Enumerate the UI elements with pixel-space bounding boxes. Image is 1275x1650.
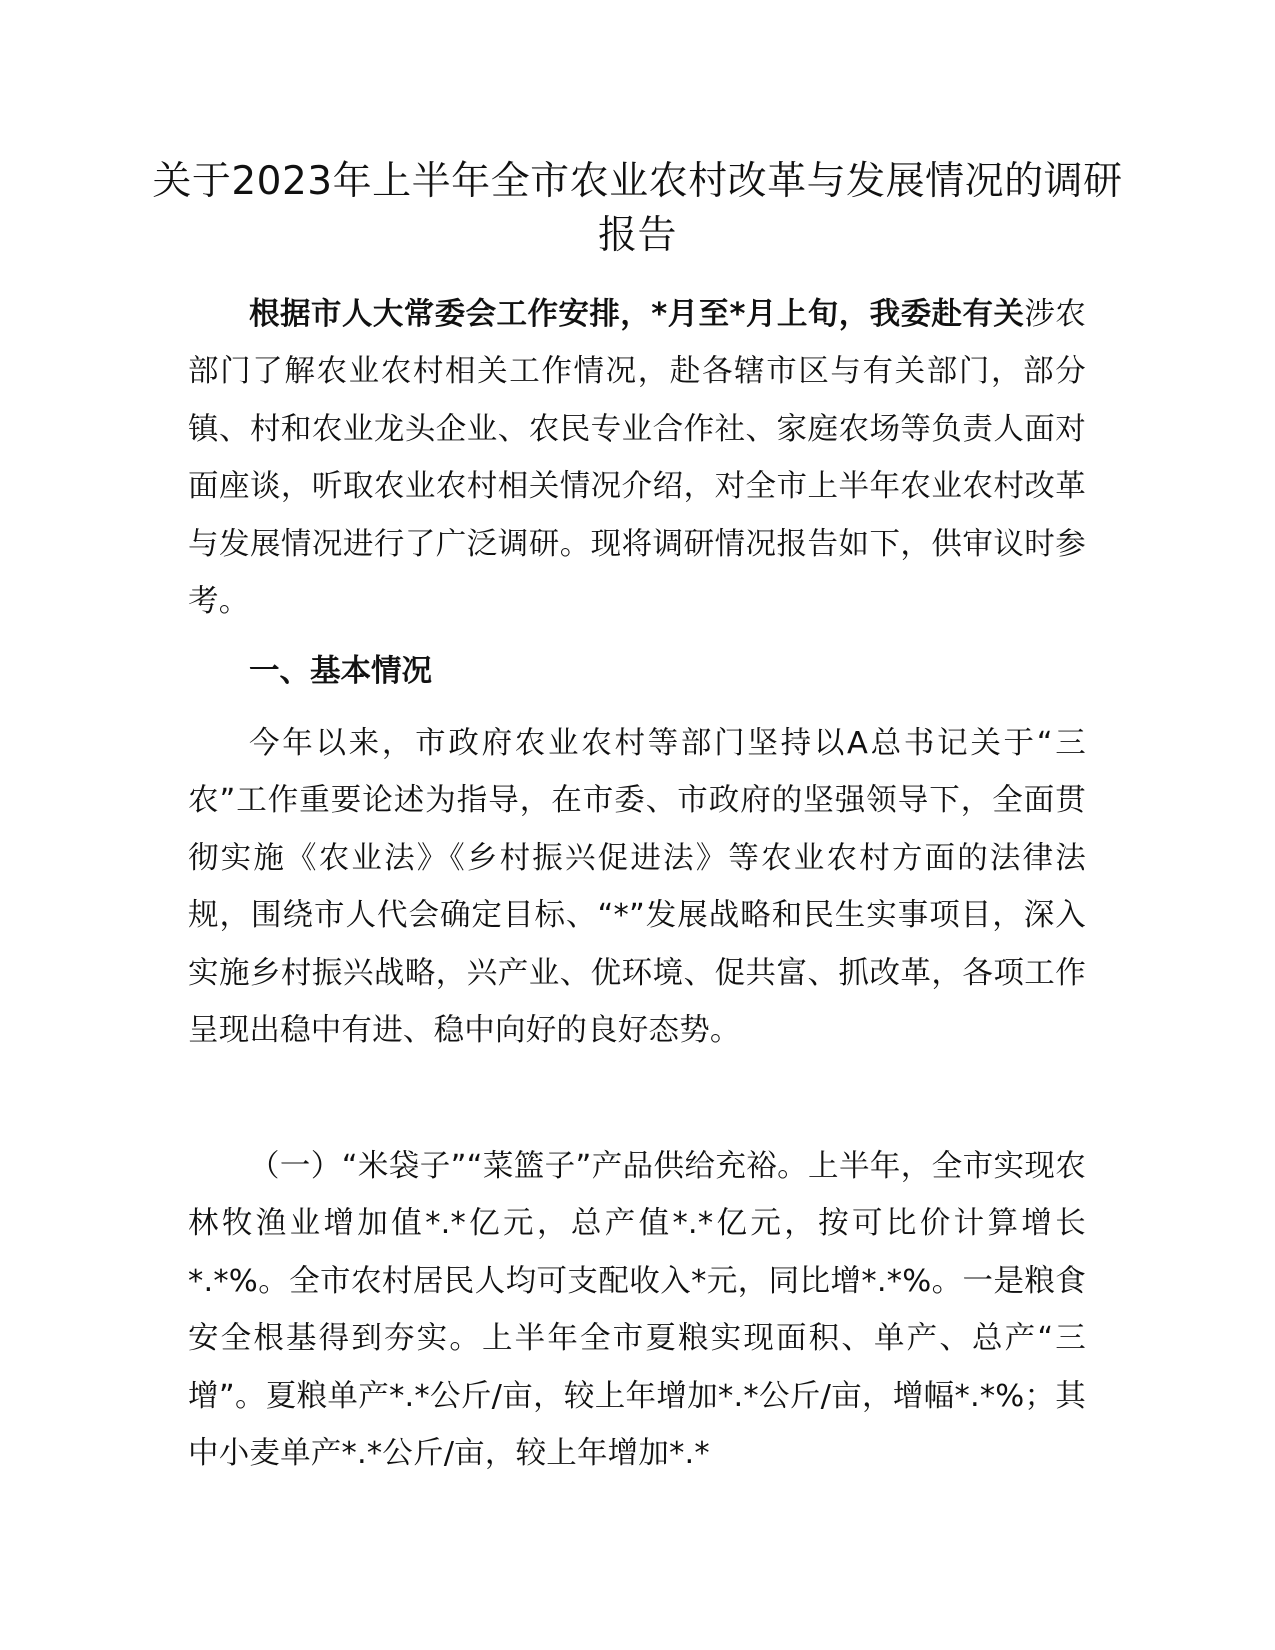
intro-body-text: 涉农部门了解农业农村相关工作情况，赴各辖市区与有关部门，部分镇、村和农业龙头企业、农民专业合作社、家庭农场等负责人面对面座谈，听取农业农村相关情况介绍，对全市上半年农业农村改革与发展情况进行了广泛调研。现将调研情况报告如下，供审议时参考。	[188, 297, 1086, 620]
subsection-paragraph: （一）“米袋子”“菜篮子”产品供给充裕。上半年，全市实现农林牧渔业增加值*.*亿元，总产值*.*亿元，按可比价计算增长*.*%。全市农村居民人均可支配收入*元，同比增*.*%。一是粮食安全根基得到夯实。上半年全市夏粮实现面积、单产、总产“三增”。夏粮单产*.*公斤/亩，较上年增加*.*公斤/亩，增幅*.*%；其中小麦单产*.*公斤/亩，较上年增加*.*	[188, 1149, 1086, 1472]
section-heading-basic-situation: 一、基本情况	[249, 654, 432, 689]
section-paragraph: 今年以来，市政府农业农村等部门坚持以A总书记关于“三农”工作重要论述为指导，在市委、市政府的坚强领导下，全面贯彻实施《农业法》《乡村振兴促进法》等农业农村方面的法律法规，围绕市人代会确定目标、“*”发展战略和民生实事项目，深入实施乡村振兴战略，兴产业、优环境、促共富、抓改革，各项工作呈现出稳中有进、稳中向好的良好态势。	[188, 726, 1086, 1049]
document-title: 关于2023年上半年全市农业农村改革与发展情况的调研报告	[152, 159, 1123, 258]
intro-paragraph	[188, 286, 1086, 630]
intro-lead-text: 根据市人大常委会工作安排，*月至*月上旬，我委赴有关	[249, 297, 1025, 332]
